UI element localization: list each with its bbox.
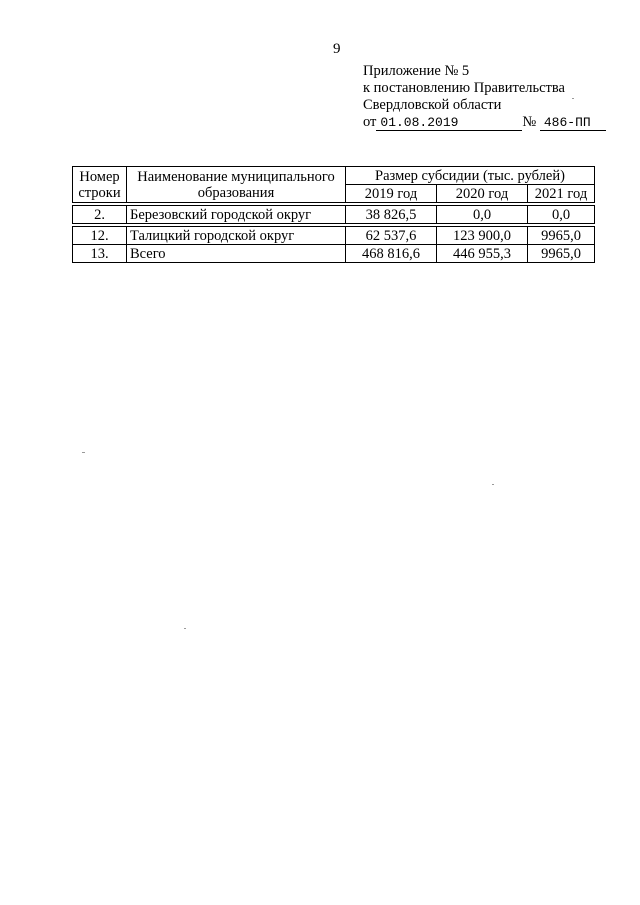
value-2019: 62 537,6 (346, 227, 437, 245)
row-number: 2. (73, 206, 127, 224)
appendix-header (363, 63, 606, 131)
value-2020: 446 955,3 (437, 245, 528, 263)
decree-number: 486-ПП (540, 116, 606, 131)
value-2021: 9965,0 (528, 245, 595, 263)
scan-speck (82, 452, 85, 453)
decree-from-label: от (363, 114, 377, 130)
table-row (73, 206, 595, 224)
municipality-name: Березовский городской округ (127, 206, 346, 224)
municipality-name: Всего (127, 245, 346, 263)
header-row-number: Номер строки (73, 167, 127, 203)
row-number: 13. (73, 245, 127, 263)
value-2021: 0,0 (528, 206, 595, 224)
appendix-subtitle: к постановлению Правительства (363, 80, 565, 96)
row-number: 12. (73, 227, 127, 245)
decree-reference (363, 114, 606, 131)
header-year-2021: 2021 год (528, 185, 595, 203)
header-year-2020: 2020 год (437, 185, 528, 203)
scan-speck (572, 98, 574, 99)
value-2020: 123 900,0 (437, 227, 528, 245)
table-row (73, 227, 595, 245)
appendix-authority: Свердловской области (363, 97, 502, 113)
header-subsidy-amount: Размер субсидии (тыс. рублей) (346, 167, 595, 185)
municipality-name: Талицкий городской округ (127, 227, 346, 245)
decree-number-label: № (522, 114, 537, 130)
appendix-title: Приложение № 5 (363, 63, 470, 79)
table-header-row (73, 167, 595, 185)
scan-speck (184, 628, 186, 629)
scan-speck (492, 484, 494, 485)
subsidy-table (72, 166, 595, 263)
value-2021: 9965,0 (528, 227, 595, 245)
value-2019: 38 826,5 (346, 206, 437, 224)
decree-date: 01.08.2019 (376, 116, 522, 131)
table-row (73, 245, 595, 263)
page-number: 9 (333, 41, 341, 57)
value-2019: 468 816,6 (346, 245, 437, 263)
header-municipality-name: Наименование муниципального образования (127, 167, 346, 203)
header-year-2019: 2019 год (346, 185, 437, 203)
value-2020: 0,0 (437, 206, 528, 224)
